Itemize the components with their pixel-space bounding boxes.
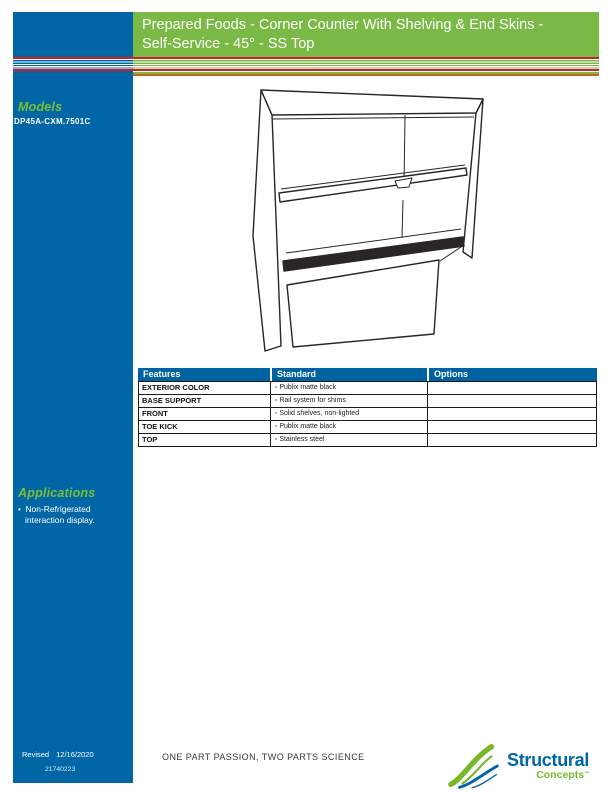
corner-counter-line-drawing bbox=[215, 86, 485, 352]
revised-label: Revised bbox=[22, 750, 50, 759]
options-cell bbox=[428, 408, 597, 420]
stripe-blue-segment bbox=[13, 59, 133, 69]
standard-value-cell: ▫ Publix matte black bbox=[271, 421, 428, 433]
models-heading: Models bbox=[18, 100, 63, 114]
applications-section bbox=[18, 486, 126, 526]
standard-value-cell: ▫ Publix matte black bbox=[271, 382, 428, 394]
logo-primary-text: Structural bbox=[507, 750, 590, 770]
square-bullet-icon: ▫ bbox=[275, 436, 278, 443]
feature-name-cell: FRONT bbox=[139, 408, 271, 420]
logo-swoosh-icon bbox=[447, 743, 505, 789]
stripe-divider bbox=[13, 57, 599, 76]
revised-line bbox=[22, 750, 94, 759]
features-table-body bbox=[138, 381, 597, 447]
application-item: • Non-Refrigerated interaction display. bbox=[18, 504, 95, 525]
drawing-base-panel bbox=[287, 260, 439, 347]
feature-name-cell: EXTERIOR COLOR bbox=[139, 382, 271, 394]
stripe-bottom-accents bbox=[133, 71, 599, 76]
applications-heading: Applications bbox=[18, 486, 96, 500]
stripe-orange-accent bbox=[133, 74, 599, 76]
drawing-right-panel bbox=[463, 99, 483, 258]
model-number: DP45A-CXM.7501C bbox=[14, 117, 91, 126]
company-motto: ONE PART PASSION, TWO PARTS SCIENCE bbox=[162, 752, 365, 762]
drawing-left-panel bbox=[253, 90, 281, 351]
page-title bbox=[133, 12, 599, 57]
structural-concepts-logo bbox=[447, 743, 589, 789]
square-bullet-icon: ▫ bbox=[275, 423, 278, 430]
standard-value-cell: ▫ Stainless steel bbox=[271, 434, 428, 446]
options-cell bbox=[428, 421, 597, 433]
square-bullet-icon: ▫ bbox=[275, 384, 278, 391]
feature-name-cell: TOE KICK bbox=[139, 421, 271, 433]
square-bullet-icon: ▫ bbox=[275, 397, 278, 404]
standard-value-cell: ▫ Rail system for shims bbox=[271, 395, 428, 407]
options-cell bbox=[428, 434, 597, 446]
stripe-thin-rows bbox=[13, 59, 599, 69]
drawing-middle-shelf bbox=[279, 168, 467, 202]
table-row bbox=[139, 381, 597, 395]
stripe-green-segment bbox=[133, 59, 599, 69]
page-title-line-2: Self-Service - 45° - SS Top bbox=[142, 36, 315, 52]
column-header-options: Options bbox=[429, 368, 597, 381]
table-row bbox=[139, 395, 597, 408]
table-row bbox=[139, 408, 597, 421]
features-table bbox=[138, 368, 597, 447]
revised-date: 12/16/2020 bbox=[56, 750, 94, 759]
feature-name-cell: BASE SUPPORT bbox=[139, 395, 271, 407]
table-row bbox=[139, 421, 597, 434]
feature-name-cell: TOP bbox=[139, 434, 271, 446]
features-table-header bbox=[138, 368, 597, 381]
left-brand-column bbox=[13, 12, 133, 783]
column-header-standard: Standard bbox=[272, 368, 427, 381]
page-title-line-1: Prepared Foods - Corner Counter With Shelving & End Skins - bbox=[142, 17, 544, 33]
standard-value-cell: ▫ Solid shelves, non-lighted bbox=[271, 408, 428, 420]
drawing-top-counter bbox=[261, 90, 483, 115]
column-header-features: Features bbox=[138, 368, 270, 381]
options-cell bbox=[428, 382, 597, 394]
applications-list bbox=[18, 504, 126, 526]
table-row bbox=[139, 434, 597, 447]
logo-wordmark bbox=[507, 752, 589, 780]
square-bullet-icon: ▫ bbox=[275, 410, 278, 417]
trademark-symbol: ™ bbox=[584, 771, 590, 777]
options-cell bbox=[428, 395, 597, 407]
logo-secondary-text: Concepts™ bbox=[536, 769, 590, 781]
models-section bbox=[14, 100, 130, 126]
document-number: 21740223 bbox=[45, 766, 76, 773]
